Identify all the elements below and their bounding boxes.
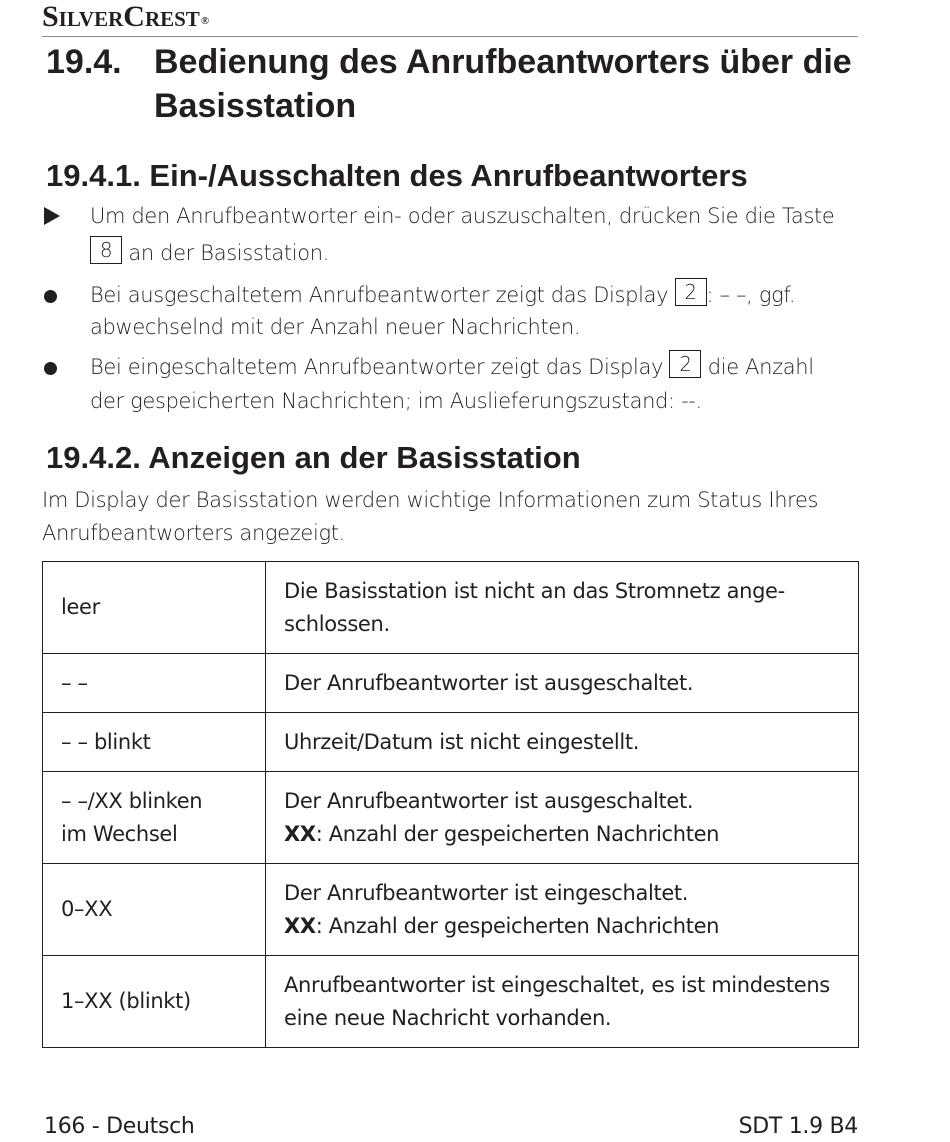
meaning-line: Der Anrufbeantworter ist ausgeschaltet. xyxy=(284,788,694,813)
key-8-label: 8 xyxy=(90,236,122,264)
table-row xyxy=(43,772,859,864)
subsection-title-1: 19.4.1. Ein-/Ausschalten des Anrufbeantworters xyxy=(46,158,748,193)
display-cell: 0–XX xyxy=(43,864,266,956)
bullet-icon xyxy=(44,290,57,303)
display-line: – –/XX blinken xyxy=(61,788,203,813)
page-number: 166 - Deutsch xyxy=(44,1114,195,1139)
display-2-label: 2 xyxy=(675,278,707,306)
table-row xyxy=(43,956,859,1048)
section-title-text: Bedienung des Anrufbeantworters über die Basisstation xyxy=(154,43,852,125)
intro-line1: Im Display der Basisstation werden wichtige Informationen zum Status Ihres xyxy=(42,488,819,512)
meaning-cell xyxy=(266,864,859,956)
model-number: SDT 1.9 B4 xyxy=(738,1114,858,1139)
step-text-suffix: an der Basisstation. xyxy=(128,241,330,265)
header-divider xyxy=(42,36,858,37)
display-cell: leer xyxy=(43,562,266,654)
bullet-1-line2: abwechselnd mit der Anzahl neuer Nachrichten. xyxy=(90,315,581,339)
display-cell xyxy=(43,772,266,864)
meaning-line: schlossen. xyxy=(284,611,390,636)
bullet-2-line2: der gespeicherten Nachrichten; im Auslieferungszustand: --. xyxy=(90,389,702,413)
meaning-cell xyxy=(266,562,859,654)
display-cell: – – xyxy=(43,654,266,713)
step-text-line2 xyxy=(90,237,329,270)
brand-name: SilverCrest xyxy=(42,0,200,33)
bullet-2-line1 xyxy=(90,351,814,384)
meaning-line: : Anzahl der gespeicherten Nachrichten xyxy=(315,913,720,938)
intro-line2: Anrufbeantworters angezeigt. xyxy=(42,521,345,545)
bullet-2-suffix: die Anzahl xyxy=(707,355,814,379)
meaning-line: : Anzahl der gespeicherten Nachrichten xyxy=(315,821,720,846)
step-text-line1: Um den Anrufbeantworter ein- oder auszuschalten, drücken Sie die Taste xyxy=(90,204,835,228)
meaning-cell xyxy=(266,956,859,1048)
meaning-line: Die Basisstation ist nicht an das Stromnetz ange- xyxy=(284,578,785,603)
display-cell: 1–XX (blinkt) xyxy=(43,956,266,1048)
meaning-cell: Der Anrufbeantworter ist ausgeschaltet. xyxy=(266,654,859,713)
subsection-title-2: 19.4.2. Anzeigen an der Basisstation xyxy=(46,440,581,475)
table-row xyxy=(43,713,859,772)
bullet-1-suffix: : – –, ggf. xyxy=(706,283,796,307)
meaning-line: Der Anrufbeantworter ist eingeschaltet. xyxy=(284,880,689,905)
bullet-1-line1 xyxy=(90,279,795,312)
bullet-icon xyxy=(44,362,57,375)
meaning-line: Anrufbeantworter ist eingeschaltet, es ist mindestens xyxy=(284,972,830,997)
display-line: im Wechsel xyxy=(61,821,178,846)
meaning-cell: Uhrzeit/Datum ist nicht eingestellt. xyxy=(266,713,859,772)
display-cell: – – blinkt xyxy=(43,713,266,772)
display-2-label: 2 xyxy=(669,350,701,378)
triangle-right-icon xyxy=(44,207,60,225)
meaning-bold: XX xyxy=(284,913,316,938)
meaning-cell xyxy=(266,772,859,864)
brand-logo xyxy=(42,0,209,34)
bullet-1-text: Bei ausgeschaltetem Anrufbeantworter zeigt das Display xyxy=(90,283,669,307)
table-row xyxy=(43,864,859,956)
bullet-2-text: Bei eingeschaltetem Anrufbeantworter zeigt das Display xyxy=(90,355,664,379)
meaning-line: eine neue Nachricht vorhanden. xyxy=(284,1005,612,1030)
table-row xyxy=(43,562,859,654)
table-row xyxy=(43,654,859,713)
registered-mark: ® xyxy=(200,15,210,27)
meaning-bold: XX xyxy=(284,821,316,846)
section-number: 19.4. xyxy=(46,43,122,81)
status-table xyxy=(42,561,859,1048)
